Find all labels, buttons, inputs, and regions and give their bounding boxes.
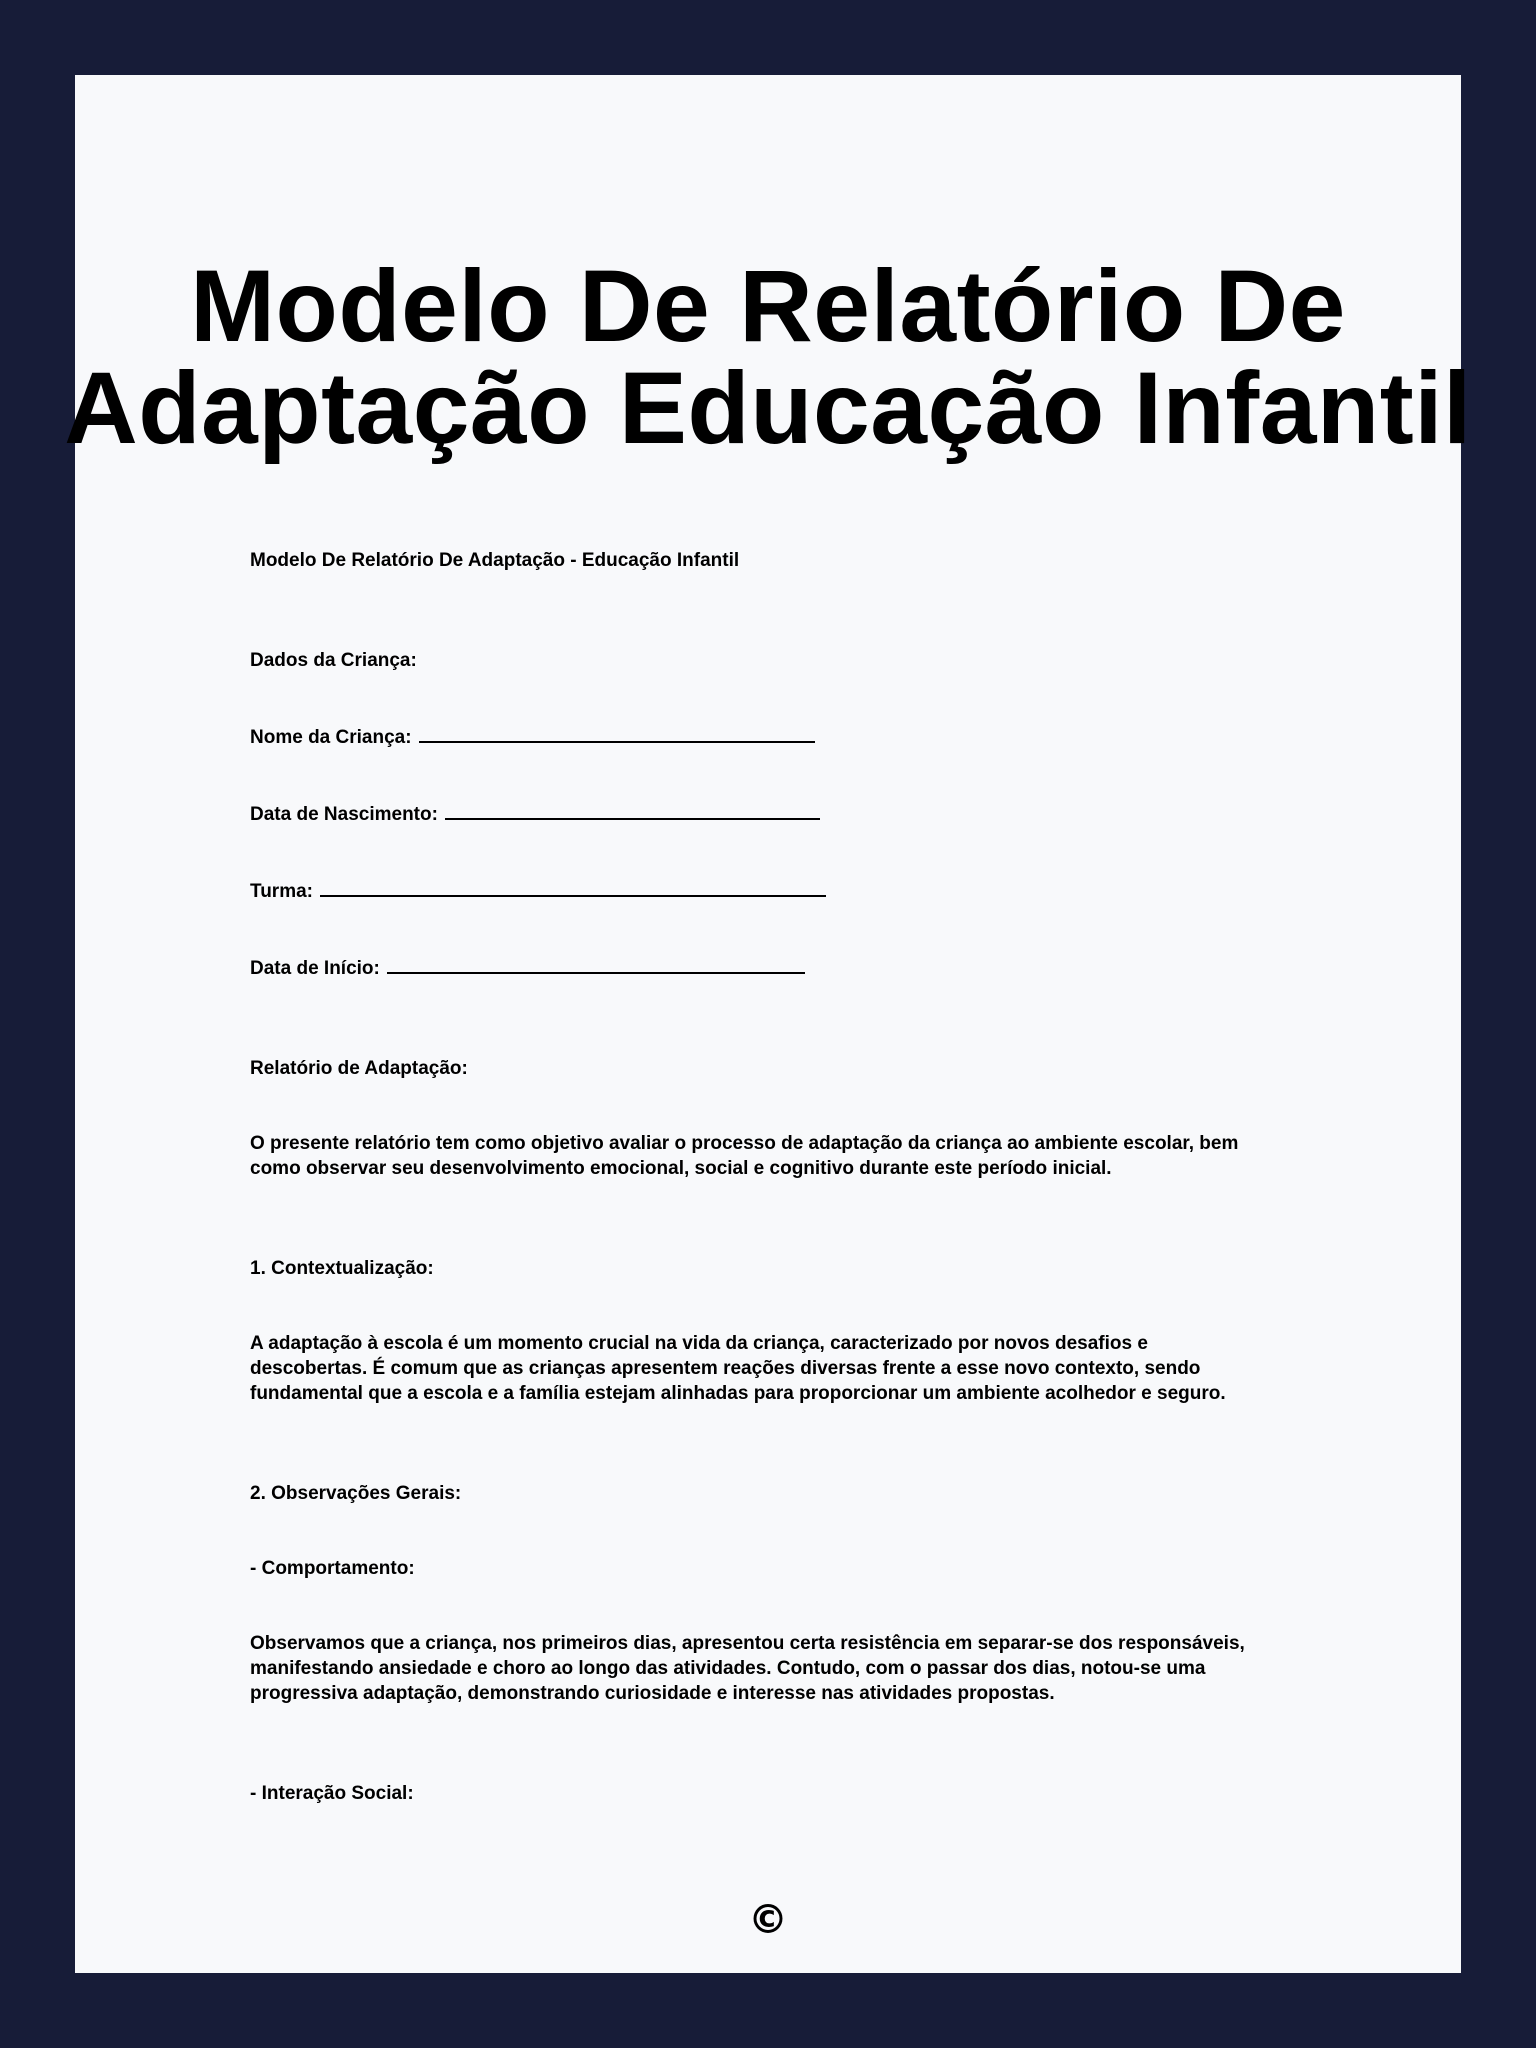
- field-start-date: [250, 954, 1270, 981]
- field-label: Nome da Criança:: [250, 727, 412, 748]
- field-label: Data de Nascimento:: [250, 804, 438, 825]
- field-child-name: [250, 723, 1270, 750]
- behavior-text: Observamos que a criança, nos primeiros dias, apresentou certa resistência em separar-se dos responsáveis, manifestando ansiedade e choro ao longo das atividades. Contudo, com o passar dos dias, notou-se uma progressiva adaptação, demonstrando curiosidade e interesse nas atividades propostas.: [250, 1633, 1245, 1704]
- behavior-label: - Comportamento:: [250, 1558, 415, 1579]
- field-label: Turma:: [250, 881, 313, 902]
- blank-line: [419, 723, 815, 743]
- field-class: [250, 877, 1270, 904]
- section-1-text: A adaptação à escola é um momento crucial na vida da criança, caracterizado por novos desafios e descobertas. É comum que as crianças apresentem reações diversas frente a esse novo contexto, sendo fundamental que a escola e a família estejam alinhadas para proporcionar um ambiente acolhedor e seguro.: [250, 1333, 1226, 1404]
- title-line-1: Modelo De Relatório De: [190, 249, 1346, 363]
- blank-line: [387, 954, 805, 974]
- child-data-label: Dados da Criança:: [250, 650, 417, 671]
- report-label: Relatório de Adaptação:: [250, 1058, 468, 1079]
- title-line-2: Adaptação Educação Infantil: [64, 351, 1472, 465]
- field-label: Data de Início:: [250, 958, 380, 979]
- intro-paragraph: O presente relatório tem como objetivo avaliar o processo de adaptação da criança ao ambiente escolar, bem como observar seu desenvolvimento emocional, social e cognitivo durante este período inicial.: [250, 1133, 1239, 1179]
- blank-line: [320, 877, 826, 897]
- document-heading: Modelo De Relatório De Adaptação - Educação Infantil: [250, 550, 740, 571]
- field-birth-date: [250, 800, 1270, 827]
- section-2-title: 2. Observações Gerais:: [250, 1483, 462, 1504]
- copyright-icon: ©: [748, 1897, 788, 1943]
- document-content: [250, 548, 1270, 1806]
- section-1-title: 1. Contextualização:: [250, 1258, 434, 1279]
- social-interaction-label: - Interação Social:: [250, 1783, 414, 1804]
- page-title: [0, 249, 1536, 465]
- blank-line: [445, 800, 820, 820]
